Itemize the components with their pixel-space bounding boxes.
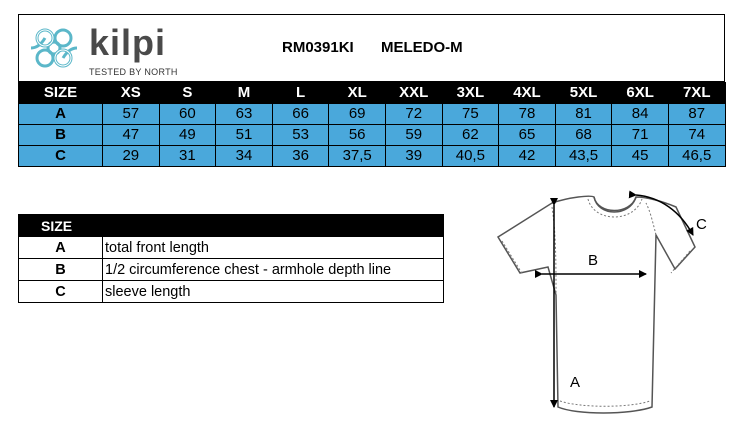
size-column-header: L — [272, 83, 329, 104]
table-cell: 36 — [272, 146, 329, 167]
table-cell: 39 — [385, 146, 442, 167]
size-column-header: XXL — [385, 83, 442, 104]
table-cell: 34 — [216, 146, 273, 167]
measurement-legend-table — [18, 214, 444, 303]
size-column-header: 4XL — [499, 83, 556, 104]
size-column-header: 6XL — [612, 83, 669, 104]
table-row-b — [19, 125, 726, 146]
legend-key: B — [19, 259, 103, 281]
table-cell: 37,5 — [329, 146, 386, 167]
table-cell: 46,5 — [668, 146, 725, 167]
size-column-header: M — [216, 83, 273, 104]
table-cell: 42 — [499, 146, 556, 167]
product-code: RM0391KI — [282, 39, 354, 56]
legend-key: A — [19, 237, 103, 259]
table-cell: 31 — [159, 146, 216, 167]
table-cell: 49 — [159, 125, 216, 146]
table-cell: 68 — [555, 125, 612, 146]
tshirt-outline — [498, 196, 695, 413]
legend-row-b — [19, 259, 444, 281]
table-cell: 72 — [385, 104, 442, 125]
brand-logo — [25, 21, 185, 79]
tshirt-measurement-diagram — [490, 183, 730, 423]
row-label: C — [19, 146, 103, 167]
table-cell: 51 — [216, 125, 273, 146]
size-column-header: S — [159, 83, 216, 104]
size-column-header: 5XL — [555, 83, 612, 104]
size-header-row — [19, 83, 726, 104]
knot-icon — [25, 21, 85, 79]
legend-header-blank — [103, 215, 444, 237]
brand-wordmark: kilpi — [89, 22, 167, 63]
table-cell: 87 — [668, 104, 725, 125]
size-column-header: XL — [329, 83, 386, 104]
table-row-a — [19, 104, 726, 125]
table-cell: 29 — [103, 146, 160, 167]
row-label: B — [19, 125, 103, 146]
size-column-header: XS — [103, 83, 160, 104]
table-cell: 43,5 — [555, 146, 612, 167]
size-column-header: 7XL — [668, 83, 725, 104]
legend-title: SIZE — [19, 215, 103, 237]
product-name: MELEDO-M — [381, 39, 463, 56]
diagram-label-b: B — [588, 252, 599, 269]
legend-description: sleeve length — [103, 281, 444, 303]
size-chart-table — [18, 82, 726, 167]
table-cell: 65 — [499, 125, 556, 146]
header-box — [18, 14, 725, 82]
table-cell: 56 — [329, 125, 386, 146]
table-cell: 81 — [555, 104, 612, 125]
table-cell: 53 — [272, 125, 329, 146]
table-cell: 45 — [612, 146, 669, 167]
diagram-label-c: C — [696, 216, 707, 233]
brand-tagline: TESTED BY NORTH — [89, 67, 178, 77]
size-corner-label: SIZE — [19, 83, 103, 104]
table-cell: 59 — [385, 125, 442, 146]
legend-row-c — [19, 281, 444, 303]
legend-description: 1/2 circumference chest - armhole depth line — [103, 259, 444, 281]
table-cell: 74 — [668, 125, 725, 146]
legend-header-row — [19, 215, 444, 237]
table-cell: 57 — [103, 104, 160, 125]
table-row-c — [19, 146, 726, 167]
table-cell: 71 — [612, 125, 669, 146]
size-column-header: 3XL — [442, 83, 499, 104]
table-cell: 60 — [159, 104, 216, 125]
legend-row-a — [19, 237, 444, 259]
table-cell: 63 — [216, 104, 273, 125]
table-cell: 75 — [442, 104, 499, 125]
table-cell: 84 — [612, 104, 669, 125]
legend-key: C — [19, 281, 103, 303]
table-cell: 69 — [329, 104, 386, 125]
row-label: A — [19, 104, 103, 125]
diagram-label-a: A — [570, 374, 581, 391]
table-cell: 78 — [499, 104, 556, 125]
table-cell: 47 — [103, 125, 160, 146]
legend-description: total front length — [103, 237, 444, 259]
table-cell: 62 — [442, 125, 499, 146]
table-cell: 40,5 — [442, 146, 499, 167]
table-cell: 66 — [272, 104, 329, 125]
